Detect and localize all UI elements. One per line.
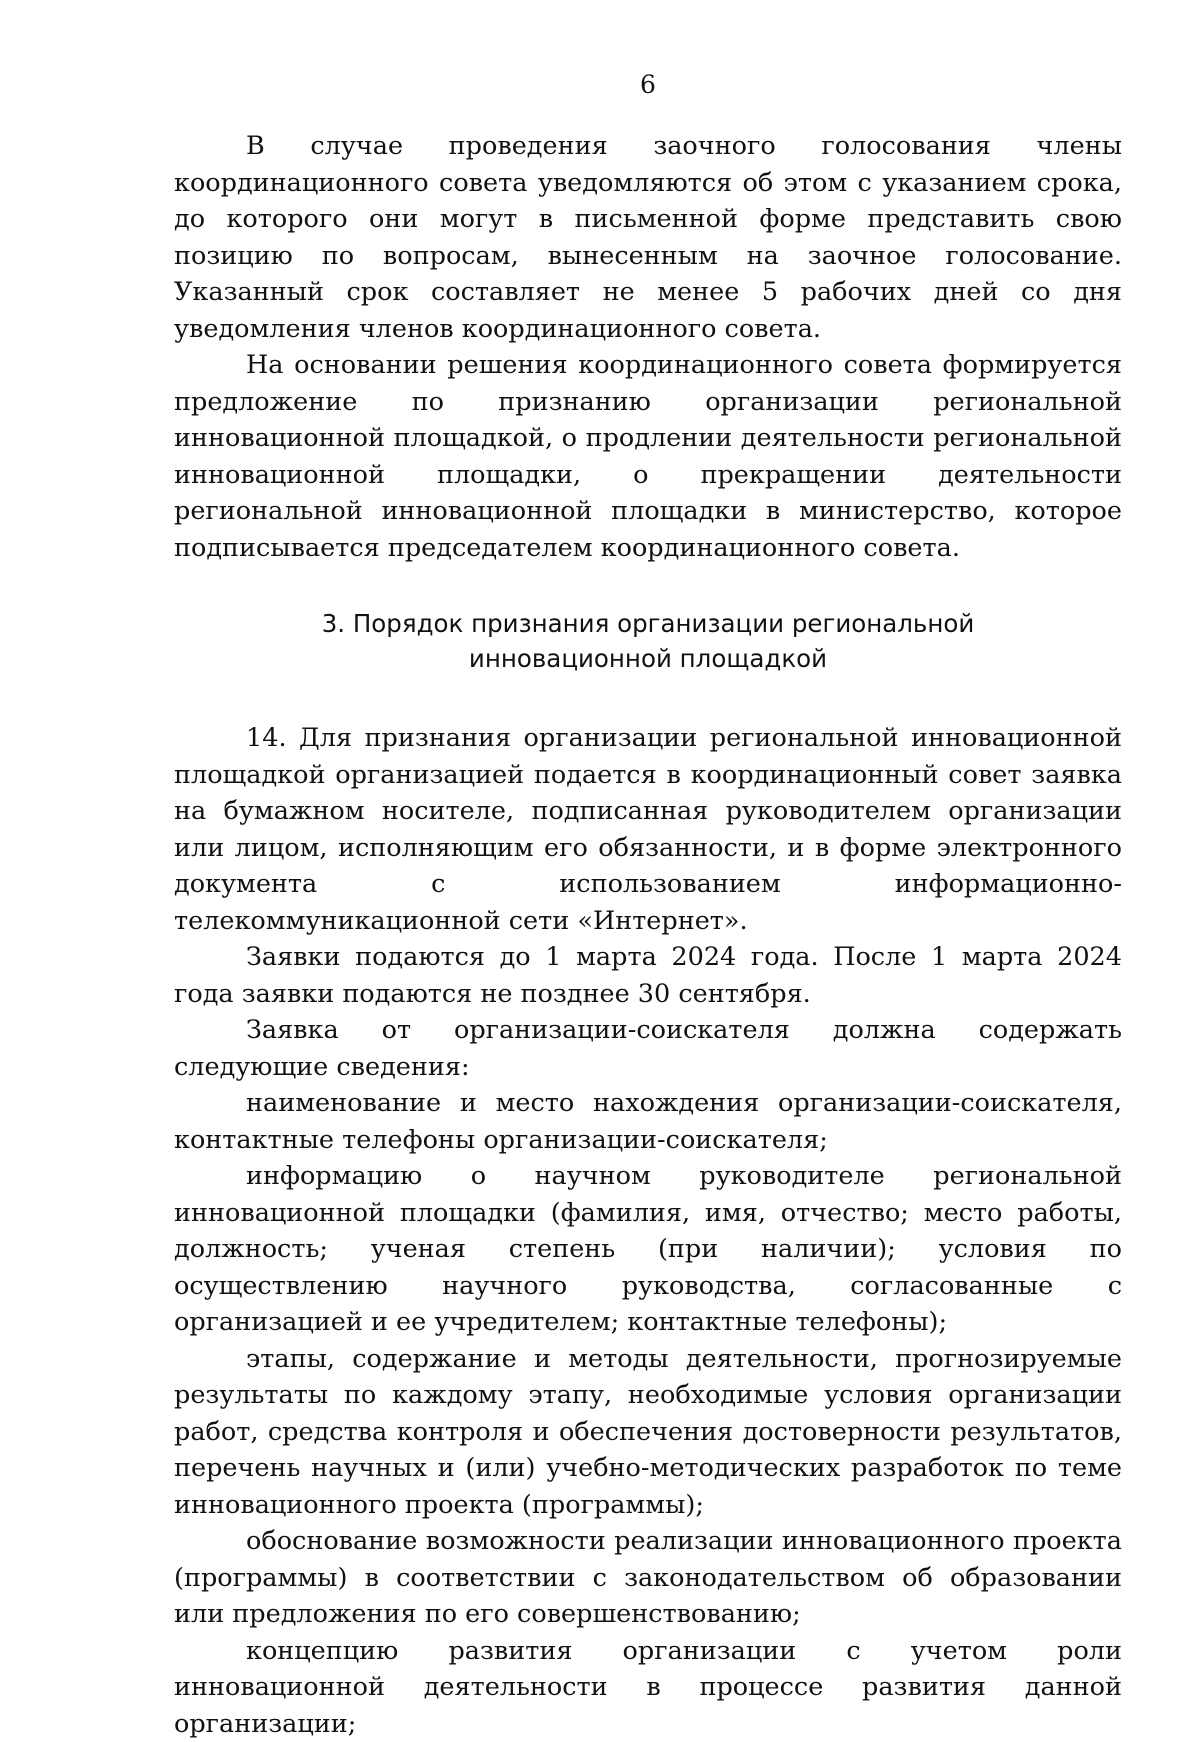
list-item-stages: этапы, содержание и методы деятельности, прогнозируемые результаты по каждому этапу, необходимые условия организации работ, средства контроля и обеспечения достоверности результатов, перечень научных и (или) учебно-методических разработок по теме инновационного проекта (программы); (174, 1341, 1122, 1524)
paragraph-voting-notice: В случае проведения заочного голосования члены координационного совета уведомляются об этом с указанием срока, до которого они могут в письменной форме представить свою позицию по вопросам, вынесенным на заочное голосование. Указанный срок составляет не менее 5 рабочих дней со дня уведомления членов координационного совета. (174, 128, 1122, 347)
section-heading (174, 606, 1122, 676)
paragraph-deadlines: Заявки подаются до 1 марта 2024 года. После 1 марта 2024 года заявки подаются не позднее 30 сентября. (174, 939, 1122, 1012)
list-item-scientific-leader: информацию о научном руководителе региональной инновационной площадки (фамилия, имя, отчество; место работы, должность; ученая степень (при наличии); условия по осуществлению научного руководства, согласованные с организацией и ее учредителем; контактные телефоны); (174, 1158, 1122, 1341)
paragraph-item-14: 14. Для признания организации региональной инновационной площадкой организацией подается в координационный совет заявка на бумажном носителе, подписанная руководителем организации или лицом, исполняющим его обязанности, и в форме электронного документа с использованием информационно-телекоммуникационной сети «Интернет». (174, 720, 1122, 939)
document-page (174, 70, 1122, 1742)
section-heading-line-2: инновационной площадкой (174, 641, 1122, 676)
list-item-concept: концепцию развития организации с учетом роли инновационной деятельности в процессе развития данной организации; (174, 1633, 1122, 1742)
page-number: 6 (174, 70, 1122, 100)
list-item-justification: обоснование возможности реализации инновационного проекта (программы) в соответствии с законодательством об образовании или предложения по его совершенствованию; (174, 1523, 1122, 1633)
paragraph-council-proposal: На основании решения координационного совета формируется предложение по признанию организации региональной инновационной площадкой, о продлении деятельности региональной инновационной площадки, о прекращении деятельности региональной инновационной площадки в министерство, которое подписывается председателем координационного совета. (174, 347, 1122, 566)
paragraph-application-contents: Заявка от организации-соискателя должна содержать следующие сведения: (174, 1012, 1122, 1085)
section-heading-line-1: 3. Порядок признания организации региональной (174, 606, 1122, 641)
list-item-name-location: наименование и место нахождения организации-соискателя, контактные телефоны организации-соискателя; (174, 1085, 1122, 1158)
